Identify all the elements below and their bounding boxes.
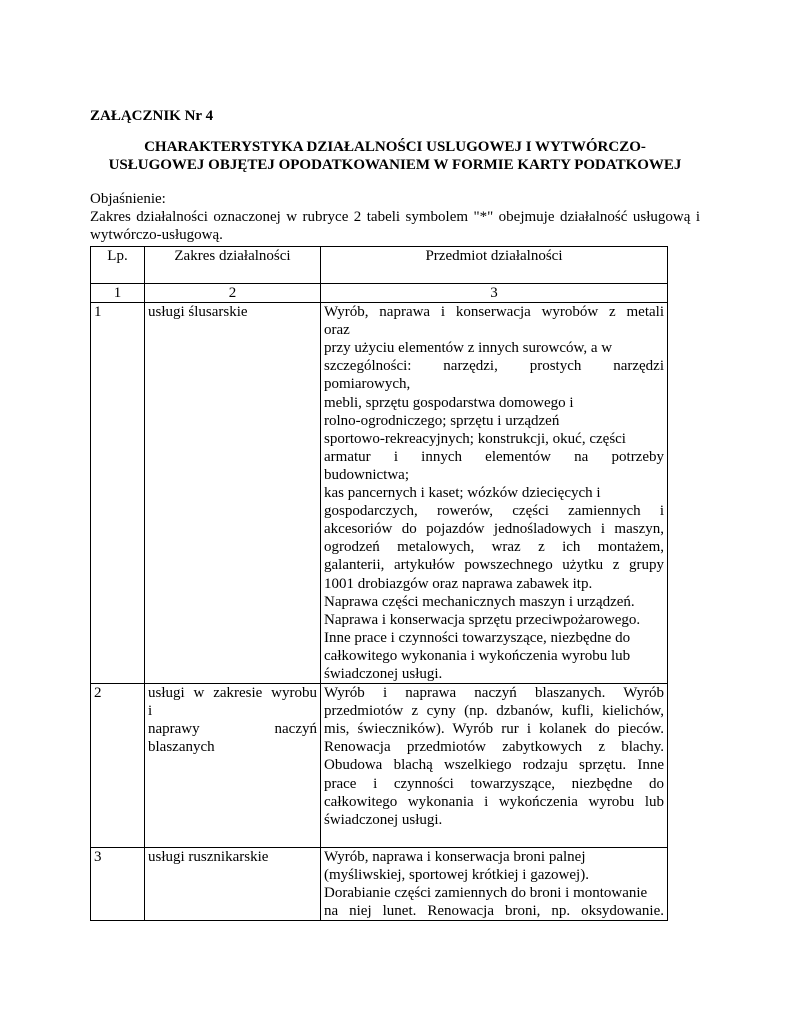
table-row [91, 303, 668, 684]
explanation [90, 190, 700, 244]
subject-line: Naprawa i konserwacja sprzętu przeciwpożarowego. [324, 611, 641, 628]
scope-line: usługi w zakresie wyrobu [148, 685, 317, 702]
subject-line: przy użyciu elementów z innych surowców, a w [324, 340, 613, 357]
scope-line: i [148, 703, 153, 720]
subject-line: Wyrób, naprawa i konserwacja wyrobów z metali [324, 304, 664, 321]
title-line-2: USŁUGOWEJ OBJĘTEJ OPODATKOWANIEM W FORMIE KARTY PODATKOWEJ [108, 157, 682, 173]
subject-line: na niej lunet. Renowacja broni, np. oksydowanie. [324, 903, 664, 920]
subject-line: szczególności: narzędzi, prostych narzędzi [324, 358, 664, 375]
subject-line: całkowitego wykonania i wykończenia wyrobu lub [324, 647, 631, 664]
table-row [91, 848, 668, 921]
subject-line: galanterii, artykułów powszechnego użytku z grupy [324, 557, 664, 574]
row-lp: 3 [91, 848, 145, 921]
subject-line: Naprawa części mechanicznych maszyn i urządzeń. [324, 593, 635, 610]
subject-line: ogrodzeń metalowych, wraz z ich montażem, [324, 539, 664, 556]
table-header-row [91, 247, 668, 284]
row-subject [321, 684, 668, 848]
subject-line: 1001 drobiazgów oraz naprawa zabawek itp. [324, 575, 593, 592]
subject-line: Wyrób i naprawa naczyń blaszanych. Wyrób [324, 685, 664, 702]
activity-table [90, 246, 668, 921]
row-lp: 1 [91, 303, 145, 684]
subject-line: Renowacja przedmiotów zabytkowych z blachy. [324, 739, 664, 756]
row-scope: usługi rusznikarskie [145, 848, 321, 921]
subject-line: Wyrób, naprawa i konserwacja broni palnej [324, 849, 586, 866]
document-title [90, 138, 700, 174]
subject-line: Dorabianie części zamiennych do broni i montowanie [324, 885, 648, 902]
row-subject [321, 848, 668, 921]
subject-line: kas pancernych i kaset; wózków dziecięcych i [324, 485, 601, 502]
subject-line: mis, świeczników). Wyrób rur i kolanek do pieców. [324, 721, 664, 738]
subject-line: armatur i innych elementów na potrzeby [324, 448, 664, 465]
subject-line: oraz [324, 322, 350, 339]
subject-line: przedmiotów z cyny (np. dzbanów, kufli, kielichów, [324, 703, 664, 720]
scope-line: blaszanych [148, 739, 215, 756]
table-row [91, 684, 668, 848]
subject-line: prace i czynności towarzyszące, niezbędne do [324, 775, 664, 792]
row-scope [145, 684, 321, 848]
column-number-row [91, 284, 668, 303]
subject-line: świadczonej usługi. [324, 665, 443, 682]
row-lp: 2 [91, 684, 145, 848]
explanation-label: Objaśnienie: [90, 191, 166, 207]
subject-line: sportowo-rekreacyjnych; konstrukcji, okuć, części [324, 430, 626, 447]
annex-heading: ZAŁĄCZNIK Nr 4 [90, 108, 214, 124]
explanation-text: Zakres działalności oznaczonej w rubryce 2 tabeli symbolem "*" obejmuje działalność usługową i wytwórczo-usługową. [90, 209, 700, 243]
scope-line: naprawy naczyń [148, 721, 317, 738]
subject-line: (myśliwskiej, sportowej krótkiej i gazowej). [324, 867, 589, 884]
header-lp: Lp. [91, 247, 145, 284]
subject-line: rolno-ogrodniczego; sprzętu i urządzeń [324, 412, 560, 429]
subject-line: budownictwa; [324, 466, 409, 483]
column-number: 2 [145, 284, 321, 303]
header-subject: Przedmiot działalności [321, 247, 668, 284]
subject-line: Inne prace i czynności towarzyszące, niezbędne do [324, 629, 631, 646]
column-number: 1 [91, 284, 145, 303]
title-line-1: CHARAKTERYSTYKA DZIAŁALNOŚCI USLUGOWEJ I WYTWÓRCZO- [144, 139, 646, 155]
column-number: 3 [321, 284, 668, 303]
row-subject [321, 303, 668, 684]
subject-line: pomiarowych, [324, 376, 411, 393]
header-scope: Zakres działalności [145, 247, 321, 284]
subject-line: mebli, sprzętu gospodarstwa domowego i [324, 394, 574, 411]
subject-line: akcesoriów do pojazdów jednośladowych i maszyn, [324, 521, 664, 538]
row-scope: usługi ślusarskie [145, 303, 321, 684]
subject-line: całkowitego wykonania i wykończenia wyrobu lub [324, 793, 664, 810]
subject-line: gospodarczych, rowerów, części zamiennych i [324, 503, 664, 520]
subject-line: świadczonej usługi. [324, 811, 443, 828]
subject-line: Obudowa blachą wszelkiego rodzaju sprzętu. Inne [324, 757, 664, 774]
